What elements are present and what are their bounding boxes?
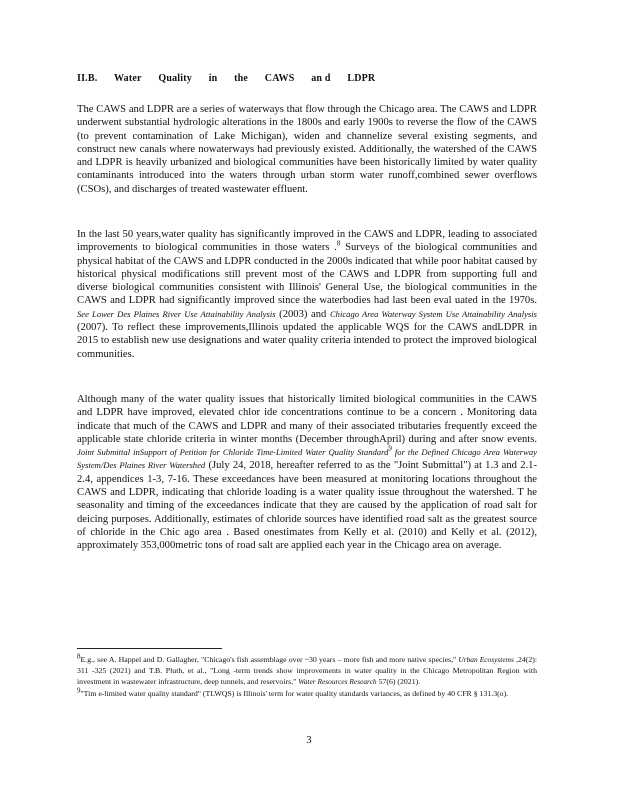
paragraph-chloride-concerns: Although many of the water quality issues that historically limited biological communities in the CAWS and LDPR have improved, elevated chlor ide concentrations continue to be a concern . Monitoring data indicate that much of the CAWS and LDPR and many of their associated tributaries frequently exceed the applicable state chloride criteria in winter months (December throughApril) during and after snow events. Joint Submittal inSupport of Petition for Chloride Time-Limited Water Quality Standard$^9$ for the Defined Chicago Area Waterway System/Des Plaines River Watershed (July 24, 2018, hereafter referred to as the "Joint Submittal") at 1.3 and 2.1-2.4, appendices 1-3, 7-16. These exceedances have been measured at monitoring locations throughout the CAWS and LDPR, indicating that chloride loading is a water quality issue throughout the watershed. T he seasonality and timing of the exceedances indicate that they are caused by the application of road salt for deicing purposes. Additionally, estimates of chloride sources have identified road salt as the greatest source of chloride in the Chic ago area . Based onestimates from Kelly et al. (2010) and Kelly et al. (2012), approximately 353,000metric tons of road salt are applied each year in the Chicago area on average. bbox=[77, 394, 537, 552]
citation: Chicago Area Waterway System Use Attainability Analysis bbox=[329, 308, 538, 319]
footnote-separator bbox=[77, 648, 222, 649]
citation: Water Resources Research bbox=[298, 677, 377, 687]
footnote-9: 9"Tim e-limited water quality standard" (TLWQS) is Illinois' term for water quality standards variances, as defined by 40 CFR § 131.3(o). bbox=[77, 686, 509, 698]
page-number: 3 bbox=[306, 735, 312, 746]
citation: Joint Submittal inSupport of Petition for Chloride Time-Limited Water Quality Standard bbox=[77, 447, 389, 458]
paragraph-water-quality-improvement: In the last 50 years,water quality has significantly improved in the CAWS and LDPR, leading to associated improvements to biological communities in those waters .$^8$ Surveys of the biological communities and physical habitat of the CAWS and LDPR conducted in the 2000s indicated that while poor habitat caused by historical physical modifications still prevent most of the CAWS and LDPR from supporting full and diverse biological communities consistent with Illinois' General Use, the biological communities in the CAWS and LDPR had significantly improved since the waterbodies had last been eval uated in the 1970s. See Lower Des Plaines River Use Attainability Analysis (2003) and Chicago Area Waterway System Use Attainability Analysis (2007). To reflect these improvements,Illinois updated the applicable WQS for the CAWS andLDPR in 2015 to establish new use designations and water quality criteria intended to protect the improved biological communities. bbox=[77, 229, 538, 360]
citation: Urban Ecosystems bbox=[458, 655, 514, 664]
citation: for the Defined Chicago Area Waterway System/Des Plaines River Watershed bbox=[77, 447, 537, 471]
footnotes bbox=[77, 654, 537, 699]
citation: See Lower Des Plaines River Use Attainability Analysis bbox=[77, 308, 276, 319]
footnote-ref-9: 9 bbox=[388, 444, 392, 453]
paragraph-caws-ldpr-history: The CAWS and LDPR are a series of waterways that flow through the Chicago area. The CAWS and LDPR underwent substantial hydrologic alterations in the 1800s and early 1900s to reverse the flow of the CAWS (to prevent contamination of Lake Michigan), widen and channelize several existing segments, and construct new canals where nowaterways had previously existed. Additionally, the watershed of the CAWS and LDPR is heavily urbanized and biological communities have been historically limited by water quality contaminants introduced into the waters through urban storm water runoff,combined sewer overflows (CSOs), and discharges of treated wastewater effluent. bbox=[77, 104, 537, 195]
section-number: II.B. bbox=[77, 73, 98, 84]
footnote-ref-8: 8 bbox=[336, 239, 341, 248]
footnote-8: 8E.g., see A. Happel and D. Gallagher, "Chicago's fish assemblage over ~30 years – more fish and more native species," Urban Ecosystems ,24(2): 311 -325 (2021) and T.B. Pluth, et al., "Long -term trends show improvements in water quality in the Chicago Metropolitan Region with investment in wastewater infrastructure, deep tunnels, and reservoirs," Water Resources Research 57(6) (2021). bbox=[77, 652, 538, 687]
section-heading: II.B. Water Quality in the CAWS an d LDPR bbox=[77, 73, 376, 84]
